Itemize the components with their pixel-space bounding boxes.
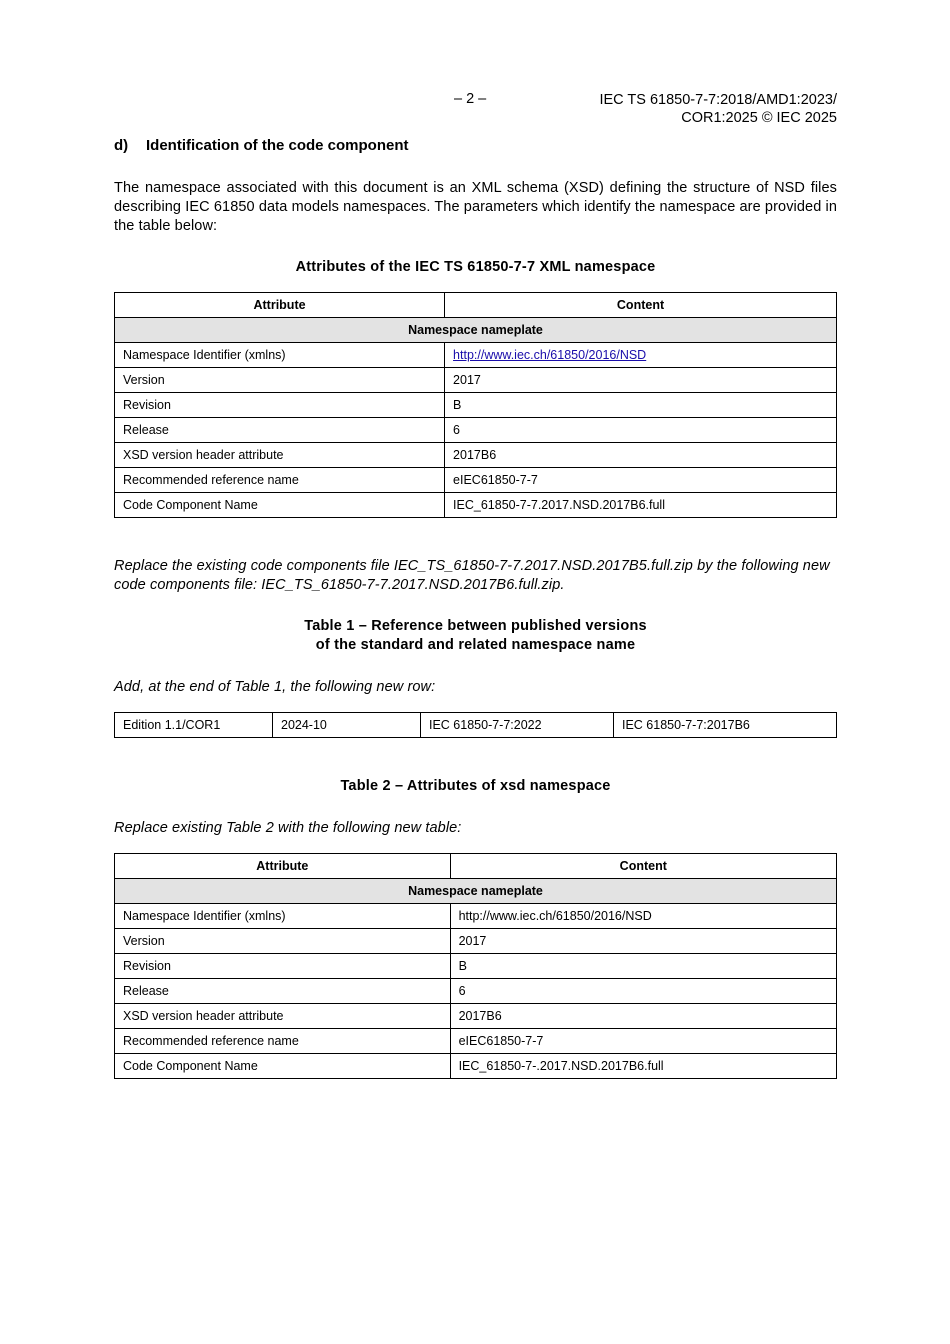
content-cell: B <box>450 954 836 979</box>
namespace-cell: IEC 61850-7-7:2017B6 <box>614 713 837 738</box>
table-row <box>115 1004 837 1029</box>
edition-cell: Edition 1.1/COR1 <box>115 713 273 738</box>
attribute-cell: Release <box>115 418 445 443</box>
section-d-label: d) <box>114 137 129 154</box>
page-header <box>114 91 837 131</box>
table-header-row <box>115 854 837 879</box>
table-row <box>115 1054 837 1079</box>
standard-reference-line2: COR1:2025 © IEC 2025 <box>681 110 837 126</box>
table1-caption <box>114 617 837 655</box>
content-cell: 2017B6 <box>450 1004 836 1029</box>
page-number: – 2 – <box>454 91 487 107</box>
content-cell: IEC_61850-7-.2017.NSD.2017B6.full <box>450 1054 836 1079</box>
namespace-link[interactable]: http://www.iec.ch/61850/2016/NSD <box>453 348 647 362</box>
table-header-row <box>115 293 837 318</box>
attribute-cell: XSD version header attribute <box>115 1004 451 1029</box>
standard-cell: IEC 61850-7-7:2022 <box>421 713 614 738</box>
table-row <box>115 493 837 518</box>
table-row <box>115 343 837 368</box>
table2-caption: Table 2 – Attributes of xsd namespace <box>340 778 611 794</box>
content-cell: 2017 <box>450 929 836 954</box>
namespace-attributes-table <box>114 292 837 518</box>
attribute-cell: Revision <box>115 954 451 979</box>
table2-instruction: Replace existing Table 2 with the following new table: <box>114 820 462 836</box>
table-row <box>115 1029 837 1054</box>
content-cell: http://www.iec.ch/61850/2016/NSD <box>450 904 836 929</box>
content-cell: 6 <box>450 979 836 1004</box>
table-row <box>115 904 837 929</box>
header-attribute: Attribute <box>115 293 445 318</box>
content-cell: eIEC61850-7-7 <box>445 468 837 493</box>
table-row <box>115 979 837 1004</box>
date-cell: 2024-10 <box>273 713 421 738</box>
table2-attributes-table <box>114 853 837 1079</box>
table-row <box>115 393 837 418</box>
table1-new-row-table <box>114 712 837 738</box>
attribute-cell: Version <box>115 368 445 393</box>
table-row <box>115 713 837 738</box>
table1-caption-line1: Table 1 – Reference between published versions <box>304 618 647 634</box>
header-attribute: Attribute <box>115 854 451 879</box>
attribute-cell: Version <box>115 929 451 954</box>
section-d-heading <box>114 137 837 154</box>
attribute-cell: Recommended reference name <box>115 1029 451 1054</box>
table-row <box>115 443 837 468</box>
replace-instruction: Replace the existing code components file IEC_TS_61850-7-7.2017.NSD.2017B5.full.zip by the following new code components file: IEC_TS_61850-7-7.2017.NSD.2017B6.full.zip. <box>114 558 830 593</box>
content-cell: 2017B6 <box>445 443 837 468</box>
namespace-table-caption: Attributes of the IEC TS 61850-7-7 XML namespace <box>295 259 656 275</box>
content-cell: eIEC61850-7-7 <box>450 1029 836 1054</box>
attribute-cell: Revision <box>115 393 445 418</box>
attribute-cell: Recommended reference name <box>115 468 445 493</box>
content-cell: B <box>445 393 837 418</box>
attribute-cell: Code Component Name <box>115 493 445 518</box>
table-row <box>115 468 837 493</box>
table-row <box>115 418 837 443</box>
attribute-cell: Namespace Identifier (xmlns) <box>115 904 451 929</box>
attribute-cell: XSD version header attribute <box>115 443 445 468</box>
content-cell: 2017 <box>445 368 837 393</box>
attribute-cell: Release <box>115 979 451 1004</box>
section-d-paragraph: The namespace associated with this document is an XML schema (XSD) defining the structure of NSD files describing IEC 61850 data models namespaces. The parameters which identify the namespace are provided in the table below: <box>114 180 837 234</box>
table1-caption-line2: of the standard and related namespace name <box>315 637 636 653</box>
table-row <box>115 929 837 954</box>
standard-reference-line1: IEC TS 61850-7-7:2018/AMD1:2023/ <box>599 92 837 108</box>
table-row <box>115 368 837 393</box>
table-section-row <box>115 879 837 904</box>
section-d-title: Identification of the code component <box>146 137 409 154</box>
content-cell <box>445 343 837 368</box>
table-section-row <box>115 318 837 343</box>
section-row-nameplate: Namespace nameplate <box>115 318 837 343</box>
attribute-cell: Code Component Name <box>115 1054 451 1079</box>
standard-reference <box>599 91 837 127</box>
content-cell: 6 <box>445 418 837 443</box>
table-row <box>115 954 837 979</box>
header-content: Content <box>445 293 837 318</box>
content-cell: IEC_61850-7-7.2017.NSD.2017B6.full <box>445 493 837 518</box>
section-row-nameplate: Namespace nameplate <box>115 879 837 904</box>
table1-instruction: Add, at the end of Table 1, the following new row: <box>114 679 436 695</box>
header-content: Content <box>450 854 836 879</box>
attribute-cell: Namespace Identifier (xmlns) <box>115 343 445 368</box>
